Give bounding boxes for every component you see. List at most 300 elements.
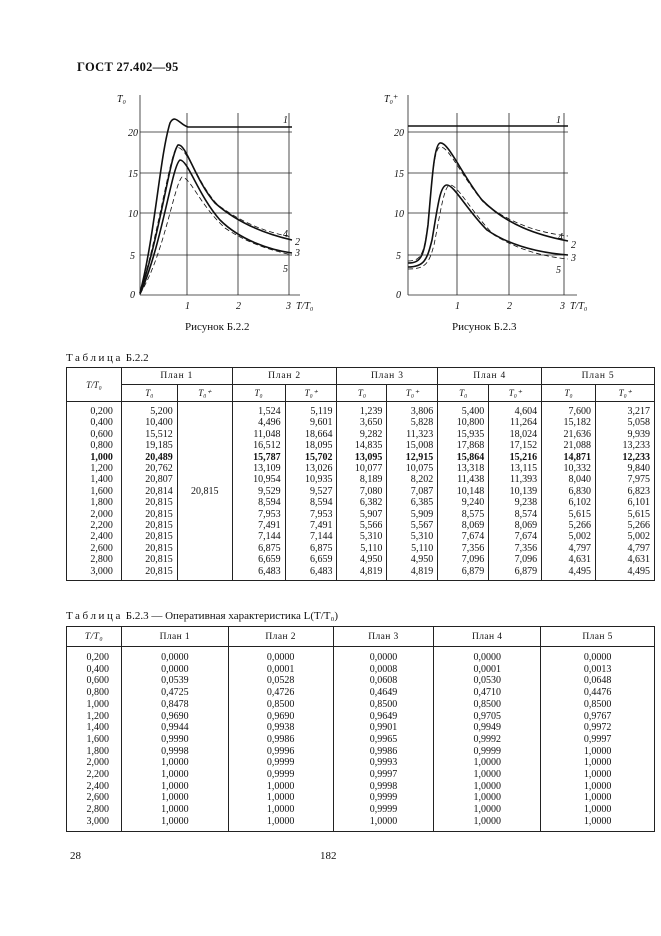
- table-cell: 0,600: [90, 428, 113, 440]
- table-cell: 4,496: [258, 417, 281, 429]
- table-cell: 13,233: [622, 440, 650, 452]
- table-cell: 7,674: [514, 531, 538, 543]
- table-cell: 0,9938: [266, 722, 295, 734]
- table-cell: 0,0000: [583, 652, 612, 663]
- table-cell: 6,879: [514, 565, 538, 577]
- table-cell: 0,4726: [266, 687, 295, 699]
- table-cell: 20,814: [145, 485, 173, 497]
- table-cell: 5,002: [568, 531, 592, 543]
- table-cell: 0,9690: [266, 710, 295, 722]
- table-cell: 13,318: [456, 463, 485, 475]
- col-p4-t: [438, 402, 489, 581]
- table-cell: 0,9965: [369, 733, 398, 745]
- subcol-header: T₀: [337, 385, 387, 402]
- table-cell: 5,909: [410, 508, 434, 520]
- table-cell: 0,4710: [473, 687, 501, 699]
- table-cell: 0,800: [86, 687, 109, 699]
- subcol-header: T₀⁺: [177, 385, 232, 402]
- table-cell: 0,9690: [161, 710, 189, 722]
- curve-label-1: 1: [556, 115, 561, 126]
- table-cell: 2,400: [90, 531, 113, 543]
- table-cell: 7,674: [461, 531, 485, 543]
- table-cell: 2,000: [90, 508, 113, 520]
- table-cell: 16,512: [253, 440, 281, 452]
- table-cell: 8,594: [258, 497, 281, 509]
- table-cell: 5,266: [568, 520, 592, 532]
- col-plan-3: [333, 647, 434, 832]
- table-cell: 11,323: [406, 428, 434, 440]
- table-cell: 5,400: [461, 406, 485, 417]
- table-cell: 15,512: [145, 428, 173, 440]
- table-cell: 2,800: [86, 804, 109, 816]
- table-cell: 7,491: [309, 520, 333, 532]
- col-plan-5: [541, 647, 655, 832]
- table-cell: 9,529: [258, 485, 281, 497]
- table-cell: 0,9986: [369, 745, 398, 757]
- col-header-plan-3: План 3: [333, 627, 434, 647]
- table-cell: 9,601: [309, 417, 333, 429]
- table-cell: 1,0000: [583, 815, 612, 827]
- table-cell: 5,566: [359, 520, 383, 532]
- table-cell: 7,600: [568, 406, 592, 417]
- y-axis-label: T₀⁺: [384, 94, 399, 105]
- table-cell: 21,636: [563, 428, 592, 440]
- table-cell: 9,527: [309, 485, 333, 497]
- table-cell: 0,0648: [583, 675, 612, 687]
- table-cell: 1,0000: [473, 769, 501, 781]
- table-cell: 2,200: [90, 520, 113, 532]
- table-cell: 15,864: [456, 451, 485, 463]
- table-cell: 1,0000: [266, 792, 295, 804]
- curve-4: [408, 147, 568, 261]
- table-cell: 7,356: [461, 542, 485, 554]
- table-b23: [66, 626, 655, 832]
- document-header: ГОСТ 27.402—95: [77, 60, 179, 74]
- col-header-plan-2: План 2: [228, 627, 333, 647]
- table-cell: 20,815: [145, 508, 173, 520]
- table-b23-title: Таблица Б.2.3 — Оперативная характеристика L(T/T₀): [66, 610, 338, 622]
- table-cell: 0,9901: [369, 722, 398, 734]
- table-cell: 0,600: [86, 675, 109, 687]
- col-p3-t: [337, 402, 387, 581]
- subcol-header: T₀: [542, 385, 596, 402]
- table-cell: 20,815: [145, 542, 173, 554]
- table-cell: 4,631: [627, 554, 650, 566]
- table-cell: 8,202: [410, 474, 434, 486]
- table-cell: 0,9998: [369, 780, 398, 792]
- curve-label-4: 4: [283, 229, 288, 240]
- figure-caption: Рисунок Б.2.3: [452, 321, 517, 333]
- table-cell: 1,200: [90, 463, 113, 475]
- table-cell: 6,659: [258, 554, 281, 566]
- table-cell: 0,8500: [583, 698, 612, 710]
- col-plan-4: [434, 647, 541, 832]
- table-cell: 4,495: [568, 565, 592, 577]
- table-cell: 11,264: [509, 417, 538, 429]
- table-cell: 0,200: [86, 652, 109, 663]
- table-cell: 0,0528: [266, 675, 295, 687]
- col-header-plan-4: План 4: [434, 627, 541, 647]
- y-tick: 5: [130, 251, 135, 262]
- col-header-plan-2: План 2: [232, 368, 337, 385]
- table-cell: 10,954: [253, 474, 281, 486]
- curve-label-3: 3: [571, 253, 576, 264]
- table-cell: 0,9949: [473, 722, 501, 734]
- table-cell: 5,119: [310, 406, 333, 417]
- table-cell: 13,026: [304, 463, 333, 475]
- table-cell: 5,110: [411, 542, 434, 554]
- table-cell: 15,182: [563, 417, 592, 429]
- table-cell: 5,615: [627, 508, 650, 520]
- table-cell: 0,0000: [369, 652, 398, 663]
- table-cell: 4,797: [568, 542, 592, 554]
- y-tick: 0: [396, 290, 401, 301]
- table-cell: 5,058: [627, 417, 650, 429]
- col-header-plan-3: План 3: [337, 368, 438, 385]
- table-cell: 0,0001: [266, 663, 295, 675]
- figure-b22: [100, 85, 330, 350]
- table-cell: 15,935: [456, 428, 485, 440]
- table-cell: 19,185: [145, 440, 173, 452]
- table-cell: 8,574: [514, 508, 538, 520]
- table-cell: 1,0000: [161, 792, 189, 804]
- x-tick: 2: [236, 301, 241, 312]
- table-cell: 0,9990: [161, 733, 189, 745]
- table-cell: 8,040: [568, 474, 592, 486]
- page-number-center: 182: [320, 850, 337, 862]
- table-cell: 1,0000: [161, 757, 189, 769]
- table-cell: 10,077: [354, 463, 383, 475]
- table-cell: 0,9986: [266, 733, 295, 745]
- table-cell: 8,575: [461, 508, 485, 520]
- table-cell: 8,189: [359, 474, 383, 486]
- table-cell: 8,069: [514, 520, 538, 532]
- table-cell: 15,702: [304, 451, 333, 463]
- table-cell: 20,815: [145, 565, 173, 577]
- table-cell: 1,400: [86, 722, 109, 734]
- table-cell: 20,815: [190, 485, 219, 497]
- table-cell: 1,239: [359, 406, 383, 417]
- col-x: [67, 647, 122, 832]
- table-cell: 10,148: [456, 485, 485, 497]
- table-cell: 5,200: [150, 406, 173, 417]
- table-cell: 10,139: [509, 485, 538, 497]
- figure-caption: Рисунок Б.2.2: [185, 321, 250, 333]
- table-cell: 6,382: [359, 497, 383, 509]
- table-cell: 0,8478: [161, 698, 189, 710]
- table-cell: 1,800: [90, 497, 113, 509]
- y-tick: 15: [128, 169, 138, 180]
- table-cell: 20,815: [145, 520, 173, 532]
- table-cell: 17,152: [509, 440, 538, 452]
- table-cell: 5,615: [568, 508, 592, 520]
- table-cell: 7,491: [258, 520, 281, 532]
- curve-5: [408, 185, 568, 269]
- table-cell: 20,815: [145, 554, 173, 566]
- table-cell: 1,0000: [369, 815, 398, 827]
- col-p2-tp: [285, 402, 337, 581]
- subcol-header: T₀: [232, 385, 285, 402]
- curve-label-1: 1: [283, 115, 288, 126]
- table-cell: 0,9705: [473, 710, 501, 722]
- table-cell: 7,953: [309, 508, 333, 520]
- table-cell: 0,0530: [473, 675, 501, 687]
- table-cell: 5,310: [359, 531, 383, 543]
- table-cell: 1,0000: [583, 769, 612, 781]
- col-p4-tp: [489, 402, 542, 581]
- col-header-plan-5: План 5: [542, 368, 655, 385]
- x-axis-label: T/T₀: [296, 301, 314, 312]
- table-cell: 1,0000: [161, 780, 189, 792]
- y-tick: 10: [128, 209, 138, 220]
- table-cell: 0,400: [86, 663, 109, 675]
- table-cell: 0,8500: [369, 698, 398, 710]
- table-cell: 1,0000: [161, 815, 189, 827]
- col-p5-t: [542, 402, 596, 581]
- table-cell: 13,095: [354, 451, 383, 463]
- table-cell: 5,567: [410, 520, 434, 532]
- table-cell: 2,600: [86, 792, 109, 804]
- table-cell: 0,0000: [161, 663, 189, 675]
- table-cell: 14,871: [563, 451, 592, 463]
- table-cell: 20,815: [145, 531, 173, 543]
- subcol-header: T₀⁺: [285, 385, 337, 402]
- subcol-header: T₀⁺: [489, 385, 542, 402]
- table-cell: 4,631: [568, 554, 592, 566]
- table-cell: 0,9993: [369, 757, 398, 769]
- table-b22: [66, 367, 655, 581]
- col-plan-1: [121, 647, 228, 832]
- table-cell: 2,000: [86, 757, 109, 769]
- table-cell: 10,800: [456, 417, 485, 429]
- table-cell: 11,393: [509, 474, 538, 486]
- y-axis-label: T₀: [117, 94, 127, 105]
- table-cell: 5,002: [627, 531, 650, 543]
- col-header-plan-1: План 1: [121, 368, 232, 385]
- table-cell: 0,9972: [583, 722, 612, 734]
- table-cell: 0,9649: [369, 710, 398, 722]
- table-cell: 13,115: [509, 463, 538, 475]
- table-cell: 3,806: [410, 406, 434, 417]
- table-cell: 0,400: [90, 417, 113, 429]
- table-cell: 15,787: [253, 451, 281, 463]
- table-cell: 1,0000: [583, 780, 612, 792]
- table-cell: 6,879: [461, 565, 485, 577]
- col-header-x: T/T₀: [67, 627, 122, 647]
- table-cell: 17,868: [456, 440, 485, 452]
- table-cell: 8,594: [309, 497, 333, 509]
- table-cell: 1,0000: [266, 780, 295, 792]
- table-cell: 7,356: [514, 542, 538, 554]
- curve-label-5: 5: [556, 265, 561, 276]
- col-plan-2: [228, 647, 333, 832]
- table-cell: 18,664: [304, 428, 333, 440]
- table-cell: 2,200: [86, 769, 109, 781]
- table-cell: 0,9997: [583, 733, 612, 745]
- table-cell: 6,659: [309, 554, 333, 566]
- table-cell: 18,024: [509, 428, 538, 440]
- table-cell: 1,0000: [583, 757, 612, 769]
- table-cell: 3,650: [359, 417, 383, 429]
- table-cell: 20,762: [145, 463, 173, 475]
- table-cell: 1,0000: [583, 804, 612, 816]
- y-tick: 10: [394, 209, 404, 220]
- table-cell: 2,600: [90, 542, 113, 554]
- table-cell: 0,8500: [266, 698, 295, 710]
- table-cell: 9,939: [627, 428, 650, 440]
- y-tick: 0: [130, 290, 135, 301]
- col-header-x: T/T₀: [67, 368, 122, 402]
- curve-label-4: 4: [558, 232, 563, 243]
- table-cell: 0,0000: [473, 652, 501, 663]
- table-cell: 15,216: [509, 451, 538, 463]
- table-cell: 1,0000: [473, 792, 501, 804]
- table-cell: 4,495: [627, 565, 650, 577]
- table-cell: 4,950: [410, 554, 434, 566]
- table-cell: 1,200: [86, 710, 109, 722]
- table-cell: 4,604: [514, 406, 538, 417]
- table-cell: 7,080: [359, 485, 383, 497]
- col-p1-t: [121, 402, 177, 581]
- table-cell: 21,088: [563, 440, 592, 452]
- table-body-row: [67, 647, 655, 832]
- page-number-left: 28: [70, 850, 81, 862]
- table-cell: 9,282: [359, 428, 383, 440]
- table-cell: 20,815: [145, 497, 173, 509]
- table-cell: 0,0539: [161, 675, 189, 687]
- table-cell: 9,840: [627, 463, 650, 475]
- table-cell: 5,266: [627, 520, 650, 532]
- table-cell: 10,075: [405, 463, 434, 475]
- table-b22-title: Таблица Б.2.2: [66, 352, 149, 364]
- table-cell: 1,000: [90, 451, 113, 463]
- table-cell: 1,0000: [266, 804, 295, 816]
- table-cell: 9,240: [461, 497, 485, 509]
- col-p1-tp: [177, 402, 232, 581]
- x-tick: 1: [455, 301, 460, 312]
- table-cell: 1,800: [86, 745, 109, 757]
- table-cell: 0,9767: [583, 710, 612, 722]
- table-cell: 4,819: [359, 565, 383, 577]
- curve-label-2: 2: [571, 240, 576, 251]
- table-cell: 0,4725: [161, 687, 189, 699]
- table-cell: 7,096: [461, 554, 485, 566]
- table-cell: 10,332: [563, 463, 592, 475]
- table-cell: 7,096: [514, 554, 538, 566]
- x-axis-label: T/T₀: [570, 301, 588, 312]
- table-cell: 7,087: [410, 485, 434, 497]
- curve-2: [408, 143, 568, 263]
- x-tick: 3: [560, 301, 565, 312]
- table-cell: 1,0000: [473, 757, 501, 769]
- curve-label-5: 5: [283, 264, 288, 275]
- subcol-header: T₀: [121, 385, 177, 402]
- table-cell: 4,797: [627, 542, 650, 554]
- table-cell: 0,9999: [369, 804, 398, 816]
- table-cell: 2,800: [90, 554, 113, 566]
- table-cell: 3,000: [86, 815, 109, 827]
- table-cell: 10,400: [145, 417, 173, 429]
- table-cell: 0,0000: [161, 652, 189, 663]
- curve-3: [140, 160, 292, 294]
- table-cell: 13,109: [253, 463, 281, 475]
- table-cell: 6,823: [627, 485, 650, 497]
- table-cell: 12,915: [405, 451, 434, 463]
- table-cell: 4,950: [359, 554, 383, 566]
- table-cell: 6,102: [568, 497, 592, 509]
- table-cell: 0,8500: [473, 698, 501, 710]
- table-cell: 15,008: [405, 440, 434, 452]
- table-cell: 20,807: [145, 474, 173, 486]
- table-cell: 0,9999: [473, 745, 501, 757]
- table-cell: 1,0000: [266, 815, 295, 827]
- table-cell: 7,975: [627, 474, 650, 486]
- table-cell: 6,483: [258, 565, 281, 577]
- table-cell: 6,875: [309, 542, 333, 554]
- y-tick: 5: [396, 251, 401, 262]
- table-cell: 0,9996: [266, 745, 295, 757]
- table-cell: 5,110: [360, 542, 383, 554]
- table-cell: 6,101: [627, 497, 650, 509]
- col-header-plan-4: План 4: [438, 368, 542, 385]
- table-cell: 0,9944: [161, 722, 189, 734]
- table-cell: 1,0000: [473, 780, 501, 792]
- table-cell: 6,830: [568, 485, 592, 497]
- table-cell: 1,000: [86, 698, 109, 710]
- x-tick: 1: [185, 301, 190, 312]
- table-cell: 3,000: [90, 565, 113, 577]
- col-header-plan-1: План 1: [121, 627, 228, 647]
- table-cell: 1,400: [90, 474, 113, 486]
- table-body-row: [67, 402, 655, 581]
- table-cell: 9,238: [514, 497, 538, 509]
- table-cell: 11,048: [253, 428, 281, 440]
- col-x: [67, 402, 122, 581]
- table-cell: 1,0000: [583, 745, 612, 757]
- table-cell: 1,0000: [583, 792, 612, 804]
- table-cell: 7,144: [258, 531, 281, 543]
- table-cell: 0,0001: [473, 663, 501, 675]
- col-header-plan-5: План 5: [541, 627, 655, 647]
- table-cell: 8,069: [461, 520, 485, 532]
- x-tick: 2: [507, 301, 512, 312]
- table-cell: 1,0000: [161, 769, 189, 781]
- col-p3-tp: [387, 402, 438, 581]
- table-cell: 0,9997: [369, 769, 398, 781]
- table-cell: 1,0000: [473, 804, 501, 816]
- table-cell: 0,4649: [369, 687, 398, 699]
- table-cell: 0,0008: [369, 663, 398, 675]
- table-cell: 2,400: [86, 780, 109, 792]
- table-cell: 10,935: [304, 474, 333, 486]
- table-cell: 3,217: [627, 406, 650, 417]
- curve-5: [140, 177, 292, 294]
- table-cell: 7,953: [258, 508, 281, 520]
- table-cell: 6,385: [410, 497, 434, 509]
- curve-label-3: 3: [295, 248, 300, 259]
- y-tick: 20: [394, 128, 404, 139]
- y-tick: 15: [394, 169, 404, 180]
- table-cell: 0,0013: [583, 663, 612, 675]
- table-cell: 14,835: [354, 440, 383, 452]
- table-cell: 0,0000: [266, 652, 295, 663]
- table-cell: 7,144: [309, 531, 333, 543]
- table-cell: 0,800: [90, 440, 113, 452]
- table-cell: 1,0000: [473, 815, 501, 827]
- table-cell: 20,489: [145, 451, 173, 463]
- table-cell: 1,0000: [161, 804, 189, 816]
- table-cell: 18,095: [304, 440, 333, 452]
